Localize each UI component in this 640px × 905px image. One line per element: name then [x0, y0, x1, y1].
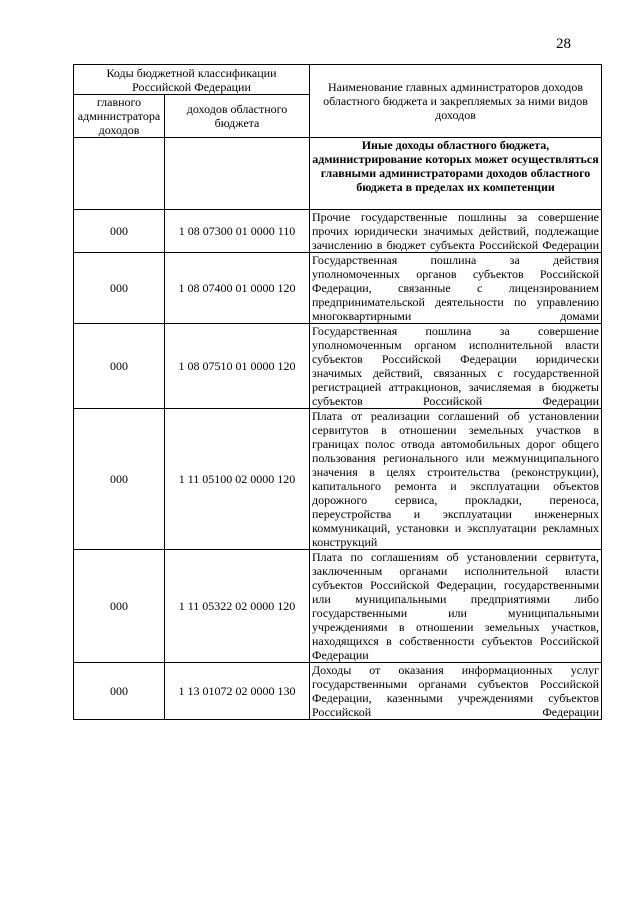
income-code: 1 08 07300 01 0000 110 — [165, 210, 310, 253]
income-name: Государственная пошлина за действия уполномоченных органов субъектов Российской Федерации, связанные с лицензированием предпринимательской деятельности по управлению многоквартирными домами — [310, 253, 602, 324]
budget-classification-table — [73, 64, 602, 720]
admin-code: 000 — [74, 324, 165, 409]
group-empty-cell — [74, 138, 165, 210]
income-name: Доходы от оказания информационных услуг государственными органами субъектов Российской Федерации, казенными учреждениями субъектов Российской Федерации — [310, 663, 602, 720]
income-name: Прочие государственные пошлины за совершение прочих юридически значимых действий, подлежащие зачислению в бюджет субъекта Российской Федерации — [310, 210, 602, 253]
table-row — [74, 663, 602, 720]
income-code: 1 11 05100 02 0000 120 — [165, 409, 310, 550]
admin-code: 000 — [74, 663, 165, 720]
page-number: 28 — [556, 36, 571, 52]
income-name: Государственная пошлина за совершение уполномоченным органом исполнительной власти субъектов Российской Федерации юридически значимых действий, связанных с государственной регистрацией аттракционов, зачисляемая в бюджеты субъектов Российской Федерации — [310, 324, 602, 409]
admin-code: 000 — [74, 409, 165, 550]
group-row — [74, 138, 602, 210]
income-code: 1 08 07400 01 0000 120 — [165, 253, 310, 324]
codes-header: Коды бюджетной классификации Российской Федерации — [74, 65, 310, 95]
admin-code: 000 — [74, 210, 165, 253]
group-empty-cell — [165, 138, 310, 210]
table-row — [74, 324, 602, 409]
income-name: Плата по соглашениям об установлении сервитута, заключенным органами исполнительной власти субъектов Российской Федерации, государственными или муниципальными предприятиями либо государственными или муниципальными учреждениями в отношении земельных участков, находящихся в собственности субъектов Российской Федерации — [310, 550, 602, 663]
income-code: 1 13 01072 02 0000 130 — [165, 663, 310, 720]
table-row — [74, 550, 602, 663]
admin-code: 000 — [74, 550, 165, 663]
admin-code: 000 — [74, 253, 165, 324]
name-header: Наименование главных администраторов доходов областного бюджета и закрепляемых за ними видов доходов — [310, 65, 602, 138]
group-title: Иные доходы областного бюджета, администрирование которых может осуществляться главными администраторами доходов областного бюджета в пределах их компетенции — [310, 138, 602, 210]
income-code: 1 08 07510 01 0000 120 — [165, 324, 310, 409]
table-row — [74, 210, 602, 253]
table-header-row — [74, 65, 602, 95]
regional-income-header: доходов областного бюджета — [165, 95, 310, 138]
income-name: Плата от реализации соглашений об установлении сервитутов в отношении земельных участков в границах полос отвода автомобильных дорог общего пользования регионального или межмуниципального значения в целях строительства (реконструкции), капитального ремонта и эксплуатации объектов дорожного сервиса, прокладки, переноса, переустройства и эксплуатации инженерных коммуникаций, установки и эксплуатации рекламных конструкций — [310, 409, 602, 550]
income-code: 1 11 05322 02 0000 120 — [165, 550, 310, 663]
table-row — [74, 253, 602, 324]
chief-admin-header: главного администратора доходов — [74, 95, 165, 138]
table-row — [74, 409, 602, 550]
